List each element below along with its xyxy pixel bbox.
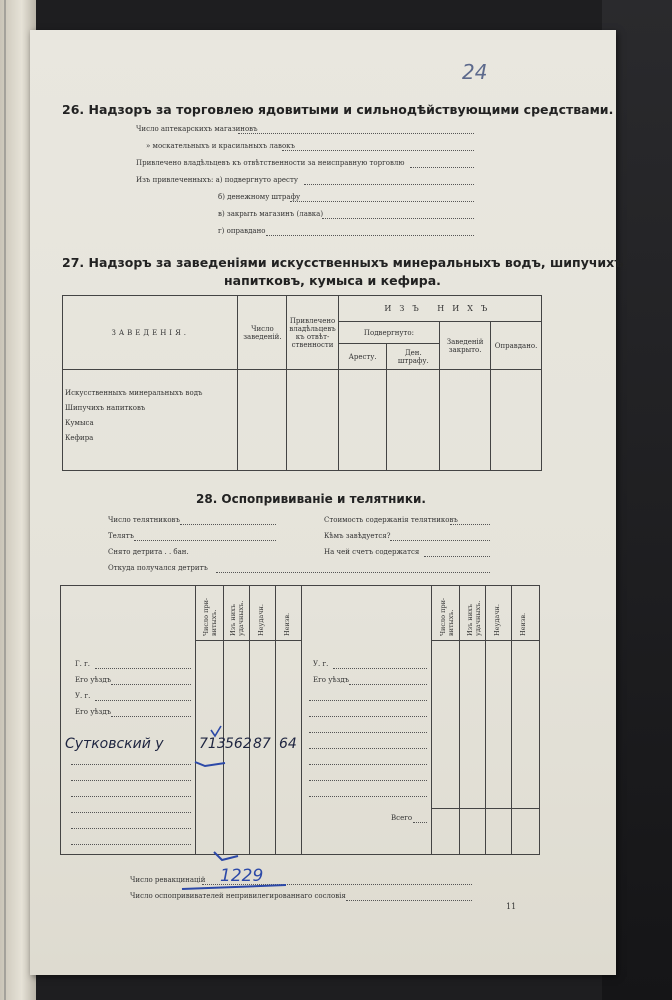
s28-table-left-row: Его уѣздъ [75,676,112,684]
col-vaccinated-left: Число при-витыхъ. [202,597,218,636]
s28-right-row: Стоимость содержанія телятниковъ [324,516,458,524]
s28-right-row: Кѣмъ завѣдуется? [324,532,391,540]
s28-left-row: Телятъ [108,532,135,540]
col-acquitted: Оправдано. [491,322,542,370]
handwritten-unsuccessful: 87 [253,736,271,752]
col-successful-left: Изъ нихъ удачныхъ. [229,600,245,636]
document-page [30,30,624,975]
s28-table-left-row: Г. г. [75,660,90,668]
section-26-title: 26. Надзоръ за торговлею ядовитыми и сильнодѣйствующими средствами. [62,102,614,117]
s28-table-left-row: У. г. [75,692,91,700]
s27-rows-cell [63,370,238,471]
handwritten-page-number: 24 [462,60,488,84]
s26-row: Изъ привлеченныхъ: а) подвергнуто аресту [136,176,298,184]
col-closed: Заведеній закрыто. [440,322,491,370]
col-arrest: Аресту. [338,344,387,370]
s28-table-left-row: Его уѣздъ [75,708,112,716]
s26-row: Привлечено владѣльцевъ къ отвѣтственности за неисправную торговлю [136,159,405,167]
s28-table-right-row: У. г. [313,660,329,668]
col-fine: Ден. штрафу. [387,344,440,370]
col-subjected: Подвергнуто: [338,322,439,344]
handwritten-vaccinated: 713 [199,736,226,752]
blue-tick-mark [209,724,225,740]
s26-row: б) денежному штрафу [218,193,301,201]
total-label: Всего [391,814,413,822]
col-of-them: ИЗЪ НИХЪ [338,296,541,322]
s27-row: Шипучихъ напитковъ [65,404,146,412]
col-count: Число заведеній. [238,296,287,370]
col-unsuccessful-left: Неудачн. [257,604,265,636]
col-unknown-left: Неизв. [283,612,291,636]
section-28-table [60,585,540,855]
s27-row: Искусственныхъ минеральныхъ водъ [65,389,203,397]
s28-right-row: На чей счетъ содержатся [324,548,420,556]
section-27-title-line1: 27. Надзоръ за заведеніями искусственныхъ минеральныхъ водъ, шипучихъ [62,255,624,270]
section-27-title-line2: напитковъ, кумыса и кефира. [224,273,441,288]
revaccination-label: Число ревакцинацій [130,876,206,884]
s27-row: Кефира [65,434,94,442]
col-establishments: ЗАВЕДЕНІЯ. [63,296,238,370]
s27-row: Кумыса [65,419,94,427]
handwritten-successful: 562 [225,736,252,752]
s28-left-row: Откуда получался детритъ [108,564,208,572]
s26-row: » москательныхъ и красильныхъ лавокъ [146,142,296,150]
blue-tick-mark-revacc [212,848,242,864]
col-unsuccessful-right: Неудачн. [493,604,501,636]
col-unknown-right: Неизв. [519,612,527,636]
handwritten-district-name: Сутковский у [65,736,164,752]
s26-row: в) закрыть магазинъ (лавка) [218,210,324,218]
revaccination-value: 1229 [220,866,264,886]
section-28-title: 28. Оспопрививаніе и телятники. [196,492,426,506]
s26-row: Число аптекарскихъ магазиновъ [136,125,258,133]
section-27-table [62,295,542,471]
col-vaccinated-right: Число при-витыхъ. [439,597,455,636]
blue-check-mark [191,750,231,770]
s28-table-right-row: Его уѣздъ [313,676,350,684]
s26-row: г) оправдано [218,227,266,235]
blue-underline [180,882,290,892]
handwritten-unknown: 64 [279,736,297,752]
s28-left-row: Снято детрита . . бан. [108,548,189,556]
footer-page-number: 11 [506,902,517,911]
vaccinators-label: Число оспопрививателей непривилегированнаго сословія [130,892,346,900]
col-prosecuted: Привлечено владѣльцевъ къ отвѣт-ственности [287,296,338,370]
s28-left-row: Число телятниковъ [108,516,180,524]
col-successful-right: Изъ нихъ удачныхъ. [466,600,482,636]
